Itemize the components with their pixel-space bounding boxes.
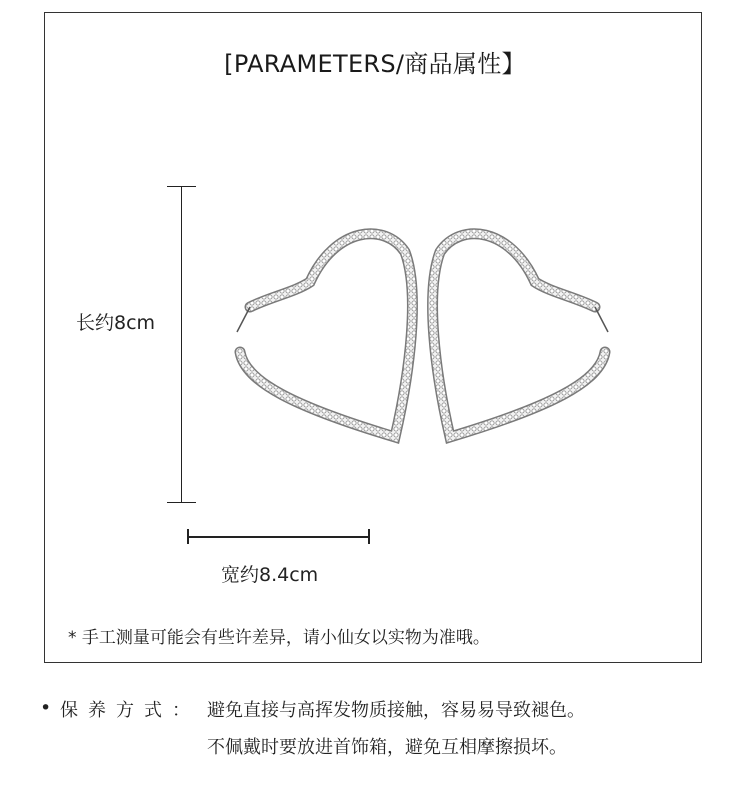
length-label: 长约8cm [76, 312, 156, 334]
heart-earrings-image [225, 222, 620, 462]
length-dimension-line [181, 186, 182, 503]
page-title: [PARAMETERS/商品属性】 [224, 50, 526, 78]
length-dimension-cap-bottom [167, 502, 196, 503]
left-heart-earring [237, 234, 412, 437]
length-dimension-cap-top [167, 186, 196, 187]
width-dimension-cap-left [187, 529, 189, 544]
care-label: 保养方式： [60, 700, 200, 721]
width-label: 宽约8.4cm [221, 564, 319, 586]
width-dimension-cap-right [368, 529, 370, 544]
right-heart-earring [433, 234, 608, 437]
width-dimension-line [188, 536, 369, 538]
care-instruction-2: 不佩戴时要放进首饰箱，避免互相摩擦损坏。 [207, 737, 567, 758]
measurement-note: * 手工测量可能会有些许差异，请小仙女以实物为准哦。 [68, 628, 490, 648]
care-instruction-1: 避免直接与高挥发物质接触，容易易导致褪色。 [207, 700, 585, 721]
care-bullet: • [40, 697, 52, 719]
